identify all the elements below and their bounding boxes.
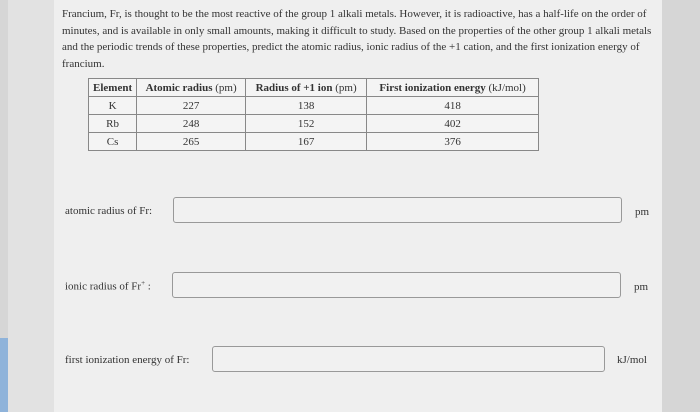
ionic-radius-colon: : [147, 280, 151, 293]
question-text: Francium, Fr, is thought to be the most reactive of the group 1 alkali metals. However, it is radioactive, has a half-life on the order of minutes, and is available in only small amounts, making it difficult to study. Based on the properties of the other group 1 alkali metals and the periodic trends of these properties, predict the atomic radius, ionic radius of the +1 cation, and the first ionization energy of francium. [62, 8, 652, 70]
header-element: Element [89, 79, 137, 97]
atomic-radius-input[interactable] [173, 197, 622, 223]
cell: 418 [367, 97, 539, 115]
cell: Cs [89, 133, 137, 151]
cell: Rb [89, 115, 137, 133]
cell: 167 [246, 133, 367, 151]
ionic-radius-label [65, 279, 151, 293]
cell: K [89, 97, 137, 115]
cell: 152 [246, 115, 367, 133]
ionization-energy-unit: kJ/mol [617, 354, 647, 366]
ionic-radius-label-text: ionic radius of Fr [65, 280, 142, 293]
table-row [89, 115, 539, 133]
cell: 227 [137, 97, 246, 115]
atomic-radius-unit: pm [635, 206, 650, 218]
sidebar-accent [0, 338, 8, 412]
header-ionization-energy: First ionization energy (kJ/mol) [367, 79, 539, 97]
cell: 402 [367, 115, 539, 133]
table-header-row [89, 79, 539, 97]
atomic-radius-label: atomic radius of Fr: [65, 205, 153, 217]
header-atomic-radius: Atomic radius (pm) [137, 79, 246, 97]
cell: 376 [367, 133, 539, 151]
cell: 248 [137, 115, 246, 133]
ionization-energy-label: first ionization energy of Fr: [65, 354, 190, 366]
cell: 265 [137, 133, 246, 151]
ionic-radius-input[interactable] [172, 272, 621, 298]
ionization-energy-input[interactable] [212, 346, 605, 372]
ionic-radius-unit: pm [634, 281, 649, 293]
header-ion-radius: Radius of +1 ion (pm) [246, 79, 367, 97]
table-row [89, 97, 539, 115]
data-table [88, 78, 539, 151]
cell: 138 [246, 97, 367, 115]
charge-superscript: + [141, 279, 146, 287]
left-margin [8, 0, 54, 412]
table-row [89, 133, 539, 151]
